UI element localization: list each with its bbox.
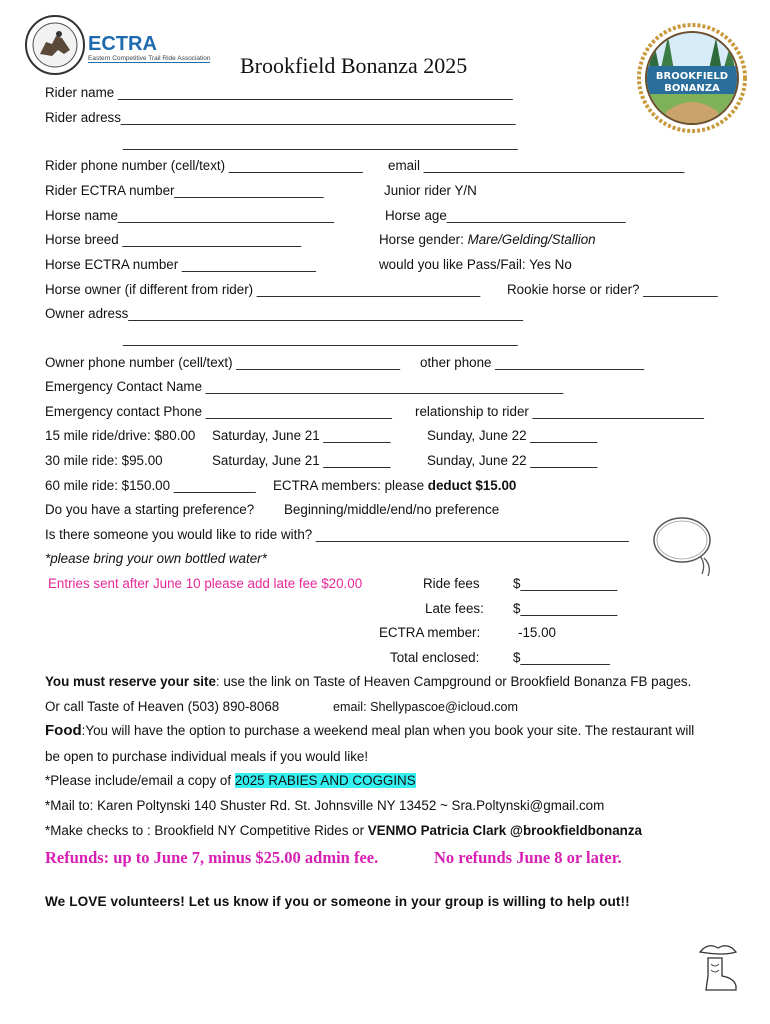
horse-age-field[interactable]: Horse age________________________ [385,208,626,223]
ride-15-saturday[interactable]: Saturday, June 21 _________ [212,428,391,443]
rider-address-cont-field[interactable]: _____________________________________________________ [123,135,518,150]
ectra-name: ECTRA [88,33,157,55]
rookie-field[interactable]: Rookie horse or rider? __________ [507,282,718,297]
horse-gender-options: Mare/Gelding/Stallion [467,232,596,247]
badge-line2: BONANZA [664,83,720,94]
total-enclosed-label: Total enclosed: [390,650,480,665]
rider-phone-field[interactable]: Rider phone number (cell/text) __________________ [45,158,363,173]
ectra-seal-logo [22,14,88,76]
rider-name-field[interactable]: Rider name _____________________________________________________ [45,85,513,100]
ride-30-label: 30 mile ride: $95.00 [45,453,163,468]
reserve-site-note [45,674,691,690]
late-fees-value[interactable]: $_____________ [513,601,618,616]
ride-15-label: 15 mile ride/drive: $80.00 [45,428,196,443]
ride-60-field[interactable]: 60 mile ride: $150.00 ___________ [45,478,256,493]
cowboy-boot-icon [694,940,742,996]
rider-ectra-field[interactable]: Rider ECTRA number____________________ [45,183,324,198]
start-preference-label: Do you have a starting preference? [45,502,255,517]
food-note [45,723,694,739]
rabies-highlight: 2025 RABIES AND COGGINS [234,773,416,788]
start-preference-options[interactable]: Beginning/middle/end/no preference [284,502,500,517]
ride-30-sunday[interactable]: Sunday, June 22 _________ [427,453,598,468]
food-text: :You will have the option to purchase a weekend meal plan when you book your site. The restaurant will [81,723,695,738]
ride-fees-label: Ride fees [423,576,480,591]
taste-of-heaven-email: email: Shellypascoe@icloud.com [333,700,518,714]
page-title: Brookfield Bonanza 2025 [240,53,468,78]
ectra-members-text: ECTRA members: please [273,478,428,493]
owner-address-field[interactable]: Owner adress_____________________________________________________ [45,306,524,321]
ectra-subtitle: Eastern Competitive Trail Ride Association [88,55,211,62]
horse-name-field[interactable]: Horse name_____________________________ [45,208,334,223]
other-phone-field[interactable]: other phone ____________________ [420,355,645,370]
owner-phone-field[interactable]: Owner phone number (cell/text) ______________________ [45,355,401,370]
horse-ectra-field[interactable]: Horse ECTRA number __________________ [45,257,316,272]
mail-to-note: *Mail to: Karen Poltynski 140 Shuster Rd. St. Johnsville NY 13452 ~ Sra.Poltynski@gmail.com [45,798,605,813]
ride-15-sunday[interactable]: Sunday, June 22 _________ [427,428,598,443]
horse-breed-field[interactable]: Horse breed ________________________ [45,232,302,247]
food-bold: Food [45,722,82,739]
ride-30-saturday[interactable]: Saturday, June 21 _________ [212,453,391,468]
rider-email-field[interactable]: email ___________________________________ [388,158,685,173]
checks-note [45,823,642,839]
ectra-member-label: ECTRA member: [379,625,481,640]
rabies-pre: *Please include/email a copy of [45,773,235,788]
reserve-site-bold: You must reserve your site [45,674,216,689]
reserve-site-text: : use the link on Taste of Heaven Campground or Brookfield Bonanza FB pages. [215,674,692,689]
ectra-member-value: -15.00 [518,625,556,640]
emergency-phone-field[interactable]: Emergency contact Phone _________________________ [45,404,392,419]
horse-owner-field[interactable]: Horse owner (if different from rider) ______________________________ [45,282,481,297]
junior-rider-field[interactable]: Junior rider Y/N [384,183,477,198]
ectra-members-note [273,478,516,494]
deduct-amount: deduct $15.00 [427,478,517,493]
total-enclosed-value[interactable]: $____________ [513,650,610,665]
no-refund-policy: No refunds June 8 or later. [434,848,622,867]
brookfield-bonanza-badge [636,22,748,134]
checks-pre: *Make checks to : Brookfield NY Competitive Rides or [45,823,368,838]
ride-with-field[interactable]: Is there someone you would like to ride with? __________________________________________ [45,527,629,542]
horse-gender-label: Horse gender: [379,232,468,247]
relationship-field[interactable]: relationship to rider _______________________ [415,404,704,419]
badge-line1: BROOKFIELD [655,71,729,82]
water-note: *please bring your own bottled water* [45,551,267,566]
pass-fail-field[interactable]: would you like Pass/Fail: Yes No [379,257,572,272]
late-fee-notice: Entries sent after June 10 please add late fee $20.00 [48,576,363,591]
owner-address-cont-field[interactable]: _____________________________________________________ [123,331,518,346]
refund-policy: Refunds: up to June 7, minus $25.00 admin fee. [45,848,379,867]
venmo-bold: VENMO Patricia Clark @brookfieldbonanza [367,823,642,838]
rider-address-field[interactable]: Rider adress_____________________________________________________ [45,110,516,125]
emergency-name-field[interactable]: Emergency Contact Name ________________________________________________ [45,379,564,394]
food-note-cont: be open to purchase individual meals if you would like! [45,749,369,764]
call-taste-of-heaven: Or call Taste of Heaven (503) 890-8068 [45,699,280,714]
horse-gender-field[interactable] [379,232,596,248]
lasso-rope-icon [648,512,720,580]
ride-fees-value[interactable]: $_____________ [513,576,618,591]
volunteers-note: We LOVE volunteers! Let us know if you or someone in your group is willing to help out!! [45,894,630,909]
late-fees-label: Late fees: [425,601,484,616]
rabies-coggins-note [45,773,416,789]
